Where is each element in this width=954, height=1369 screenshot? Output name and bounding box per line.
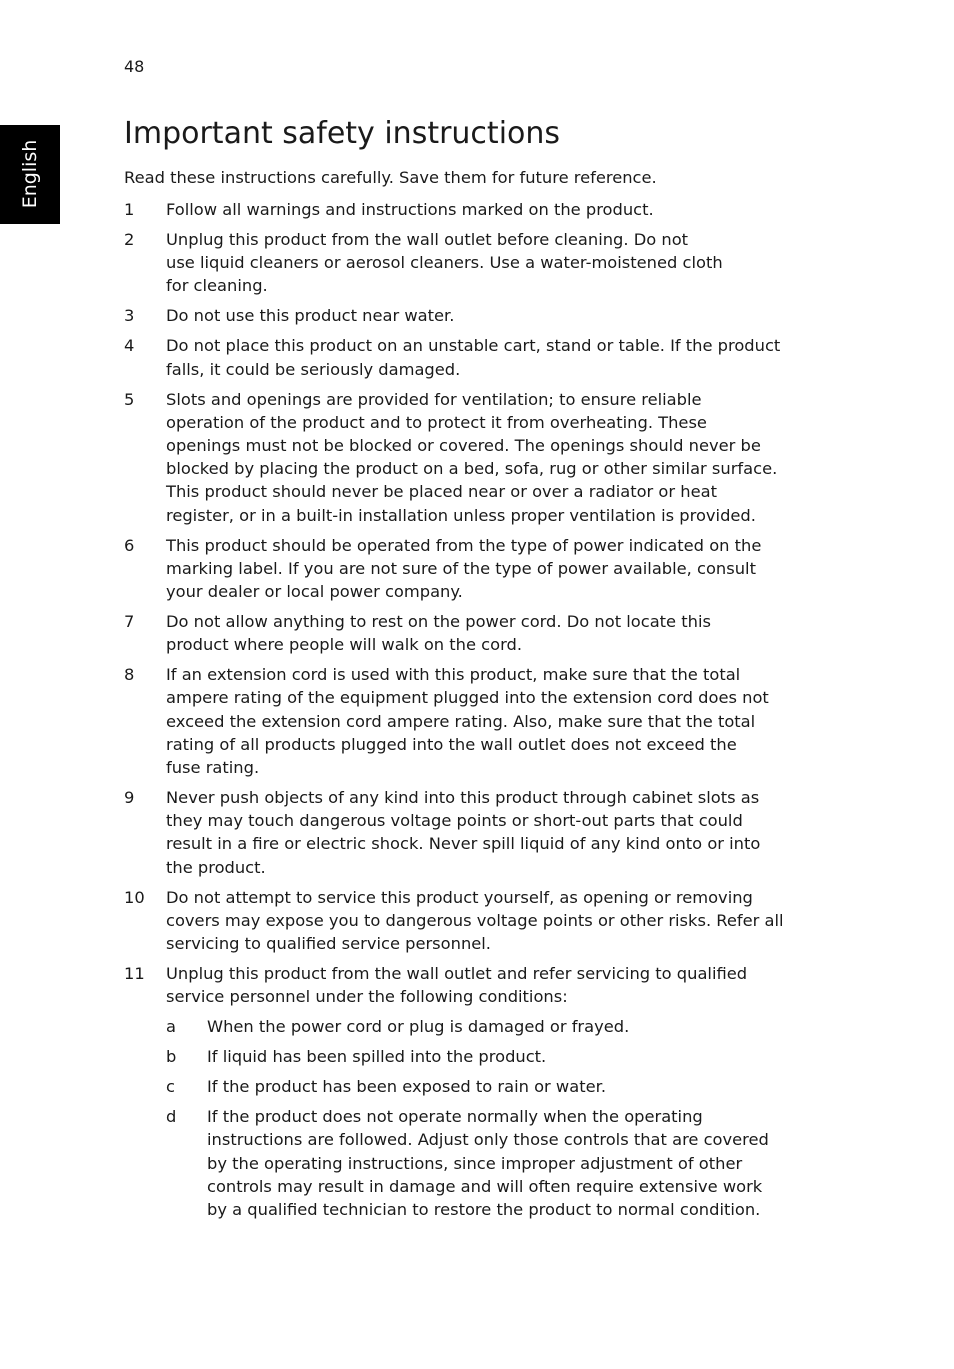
item-number: 10 [124,887,145,907]
item-number: 5 [124,389,135,409]
text-line: ampere rating of the equipment plugged into the extension cord does not [166,688,769,708]
item-number: 8 [124,665,135,685]
instruction-item [124,534,824,604]
condition-text [207,1075,824,1098]
item-text [166,198,824,221]
item-number: 6 [124,535,135,555]
text-line: instructions are followed. Adjust only those controls that are covered [207,1130,769,1150]
item-text [166,388,824,527]
text-line: When the power cord or plug is damaged or frayed. [207,1017,630,1037]
text-line: your dealer or local power company. [166,582,463,602]
item-number: 11 [124,964,145,984]
item-text [166,886,824,956]
text-line: This product should be operated from the type of power indicated on the [166,535,762,555]
text-line: product where people will walk on the cord. [166,635,523,655]
item-text [166,962,824,1228]
text-line: by the operating instructions, since improper adjustment of other [207,1153,743,1173]
language-tab [0,125,60,224]
item-text [166,610,824,656]
instruction-item [124,198,824,221]
text-line: Slots and openings are provided for ventilation; to ensure reliable [166,389,702,409]
item-text [166,334,824,380]
condition-text [207,1015,824,1038]
text-line: If an extension cord is used with this product, make sure that the total [166,665,741,685]
instruction-list [124,198,824,1235]
instruction-item [124,388,824,527]
page-number: 48 [124,57,145,76]
item-number: 3 [124,306,135,326]
intro-text: Read these instructions carefully. Save them for future reference. [124,168,657,187]
text-line: exceed the extension cord ampere rating. Also, make sure that the total [166,711,756,731]
instruction-item [124,886,824,956]
condition-list [166,1015,824,1221]
condition-letter: b [166,1047,177,1067]
text-line: operation of the product and to protect it from overheating. These [166,412,707,432]
text-line: If liquid has been spilled into the product. [207,1047,547,1067]
condition-letter: a [166,1017,176,1037]
item-number: 7 [124,612,135,632]
item-number: 4 [124,336,135,356]
text-line: service personnel under the following conditions: [166,987,568,1007]
text-line: Unplug this product from the wall outlet and refer servicing to qualified [166,964,748,984]
text-line: Do not use this product near water. [166,306,455,326]
condition-letter: d [166,1107,177,1127]
text-line: Follow all warnings and instructions marked on the product. [166,200,654,219]
condition-item [166,1075,824,1098]
instruction-item [124,304,824,327]
text-line: Do not place this product on an unstable cart, stand or table. If the product [166,336,781,356]
item-number: 1 [124,200,135,219]
text-line: servicing to qualified service personnel. [166,934,491,954]
text-line: This product should never be placed near or over a radiator or heat [166,482,717,502]
text-line: result in a fire or electric shock. Never spill liquid of any kind onto or into [166,834,761,854]
instruction-item [124,786,824,879]
condition-text [207,1105,824,1221]
item-text [166,304,824,327]
instruction-item [124,334,824,380]
item-number: 9 [124,788,135,808]
text-line: by a qualified technician to restore the product to normal condition. [207,1200,761,1220]
text-line: the product. [166,857,266,877]
condition-item [166,1105,824,1221]
text-line: openings must not be blocked or covered. The openings should never be [166,436,761,456]
page-title: Important safety instructions [124,116,561,151]
text-line: If the product has been exposed to rain or water. [207,1077,606,1097]
item-number: 2 [124,230,135,249]
text-line: use liquid cleaners or aerosol cleaners. Use a water-moistened cloth [166,253,723,273]
text-line: rating of all products plugged into the wall outlet does not exceed the [166,734,737,754]
text-line: fuse rating. [166,758,260,778]
text-line: controls may result in damage and will often require extensive work [207,1176,763,1196]
text-line: Do not attempt to service this product yourself, as opening or removing [166,887,753,907]
text-line: register, or in a built-in installation unless proper ventilation is provided. [166,505,756,525]
instruction-item [124,228,824,298]
item-text [166,786,824,879]
text-line: Never push objects of any kind into this product through cabinet slots as [166,788,760,808]
text-line: they may touch dangerous voltage points or short-out parts that could [166,811,743,831]
condition-letter: c [166,1077,175,1097]
condition-item [166,1015,824,1038]
instruction-item [124,663,824,779]
text-line: for cleaning. [166,276,268,296]
text-line: If the product does not operate normally when the operating [207,1107,703,1127]
condition-text [207,1045,824,1068]
instruction-item [124,962,824,1228]
item-text [166,663,824,779]
text-line: Unplug this product from the wall outlet before cleaning. Do not [166,230,689,249]
item-text [166,534,824,604]
item-text [166,228,824,298]
text-line: marking label. If you are not sure of the type of power available, consult [166,558,756,578]
text-line: covers may expose you to dangerous voltage points or other risks. Refer all [166,910,784,930]
text-line: blocked by placing the product on a bed, sofa, rug or other similar surface. [166,459,778,479]
text-line: falls, it could be seriously damaged. [166,359,461,379]
instruction-item [124,610,824,656]
text-line: Do not allow anything to rest on the power cord. Do not locate this [166,612,711,632]
condition-item [166,1045,824,1068]
language-tab-label: English [19,139,41,209]
